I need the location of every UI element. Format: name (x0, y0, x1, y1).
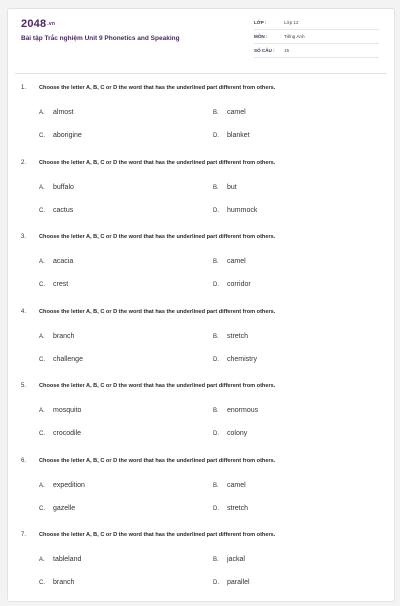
option-letter: A. (39, 333, 45, 340)
answer-option[interactable] (213, 132, 250, 139)
question-text: Choose the letter A, B, C or D the word that has the underlined part different from others. (39, 85, 276, 91)
meta-class (254, 19, 379, 30)
answer-option[interactable] (213, 207, 257, 214)
option-text: enormous (227, 407, 259, 414)
option-letter: B. (213, 184, 219, 191)
option-text: crest (53, 281, 69, 288)
option-text: corridor (227, 281, 251, 288)
answer-option[interactable] (213, 333, 248, 340)
answer-option[interactable] (39, 109, 74, 116)
meta-subject (254, 33, 379, 44)
option-letter: C. (39, 356, 45, 363)
answer-option[interactable] (39, 207, 73, 214)
logo-suffix: .vn (47, 21, 56, 27)
question-text: Choose the letter A, B, C or D the word that has the underlined part different from others. (39, 457, 276, 464)
option-text: almost (53, 109, 74, 116)
question-text: Choose the letter A, B, C or D the word that has the underlined part different from others. (39, 383, 276, 389)
question-number: 7. (21, 532, 27, 538)
option-letter: D. (213, 282, 219, 288)
option-letter: A. (39, 110, 45, 116)
meta-value: Lớp 12 (284, 20, 299, 25)
option-text: but (227, 183, 237, 191)
question-item (8, 383, 394, 457)
meta-key: SỐ CÂU : (254, 48, 275, 53)
answer-option[interactable] (39, 556, 81, 563)
question-number: 1. (21, 85, 27, 91)
option-text: camel (227, 258, 246, 265)
option-letter: B. (213, 408, 219, 414)
answer-option[interactable] (39, 258, 73, 265)
option-letter: C. (39, 282, 45, 288)
answer-option[interactable] (39, 281, 68, 288)
option-letter: B. (213, 259, 219, 265)
option-text: challenge (53, 355, 83, 363)
answer-option[interactable] (39, 184, 74, 191)
worksheet-card (7, 8, 395, 602)
answer-option[interactable] (39, 579, 74, 586)
answer-option[interactable] (213, 505, 248, 512)
question-text: Choose the letter A, B, C or D the word that has the underlined part different from others. (39, 532, 276, 538)
question-number: 3. (21, 234, 27, 240)
answer-option[interactable] (39, 505, 75, 512)
option-text: expedition (53, 481, 85, 489)
option-text: gazelle (53, 504, 76, 512)
question-item (8, 85, 394, 159)
answer-option[interactable] (213, 430, 247, 437)
option-text: chemistry (227, 355, 257, 363)
option-letter: C. (39, 133, 45, 139)
option-letter: C. (39, 505, 45, 512)
option-letter: A. (39, 557, 45, 563)
answer-option[interactable] (213, 556, 245, 563)
option-text: acacia (53, 258, 74, 265)
question-text: Choose the letter A, B, C or D the word that has the underlined part different from others. (39, 234, 276, 240)
option-letter: C. (39, 207, 45, 214)
question-text: Choose the letter A, B, C or D the word that has the underlined part different from others. (39, 308, 276, 315)
meta-key: MÔN : (254, 34, 268, 39)
answer-option[interactable] (213, 184, 237, 191)
meta-value: Tiếng Anh (284, 34, 305, 39)
question-number: 5. (21, 383, 27, 389)
option-text: mosquito (53, 407, 82, 414)
option-text: cactus (53, 206, 74, 214)
answer-option[interactable] (39, 482, 85, 489)
option-letter: D. (213, 431, 219, 437)
option-letter: C. (39, 580, 45, 586)
question-text: Choose the letter A, B, C or D the word that has the underlined part different from others. (39, 159, 276, 166)
answer-option[interactable] (213, 109, 246, 116)
option-letter: A. (39, 482, 45, 489)
option-text: buffalo (53, 183, 74, 191)
option-letter: C. (39, 431, 45, 437)
option-text: stretch (227, 504, 249, 512)
option-letter: B. (213, 482, 219, 489)
option-text: colony (227, 430, 248, 437)
option-letter: B. (213, 557, 219, 563)
question-item (8, 234, 394, 308)
answer-option[interactable] (39, 132, 82, 139)
option-letter: D. (213, 207, 219, 214)
answer-option[interactable] (39, 356, 83, 363)
question-item (8, 160, 394, 234)
option-text: jackal (227, 556, 245, 563)
option-text: hummock (227, 206, 258, 214)
answer-option[interactable] (213, 407, 258, 414)
option-text: crocodile (53, 430, 82, 437)
question-number: 2. (21, 159, 27, 166)
option-letter: A. (39, 408, 45, 414)
question-number: 4. (21, 308, 27, 315)
question-number: 6. (21, 457, 27, 464)
option-text: branch (53, 579, 75, 586)
question-item (8, 532, 394, 606)
option-text: camel (227, 481, 246, 489)
option-text: parallel (227, 579, 250, 586)
answer-option[interactable] (213, 356, 257, 363)
option-letter: B. (213, 333, 219, 340)
option-text: blanket (227, 132, 250, 139)
option-letter: A. (39, 259, 45, 265)
question-item (8, 309, 394, 383)
answer-option[interactable] (213, 579, 250, 586)
meta-key: LỚP : (254, 20, 267, 25)
option-letter: D. (213, 580, 219, 586)
option-text: tableland (53, 556, 82, 563)
answer-option[interactable] (213, 281, 251, 288)
option-letter: B. (213, 110, 219, 116)
logo-text: 2048 (21, 18, 47, 30)
option-text: aborigine (53, 132, 82, 139)
answer-option[interactable] (39, 430, 81, 437)
question-item (8, 458, 394, 532)
answer-option[interactable] (213, 482, 246, 489)
answer-option[interactable] (39, 333, 74, 340)
option-text: branch (53, 332, 75, 340)
option-letter: D. (213, 505, 219, 512)
option-letter: A. (39, 184, 45, 191)
option-letter: D. (213, 133, 219, 139)
option-letter: D. (213, 356, 219, 363)
option-text: camel (227, 109, 246, 116)
header-divider (15, 73, 387, 74)
site-logo[interactable] (21, 18, 55, 30)
answer-option[interactable] (39, 407, 81, 414)
answer-option[interactable] (213, 258, 246, 265)
meta-value: 15 (284, 48, 290, 53)
option-text: stretch (227, 332, 249, 340)
page-title: Bài tập Trắc nghiệm Unit 9 Phonetics and Speaking (21, 35, 180, 42)
meta-count (254, 47, 379, 58)
